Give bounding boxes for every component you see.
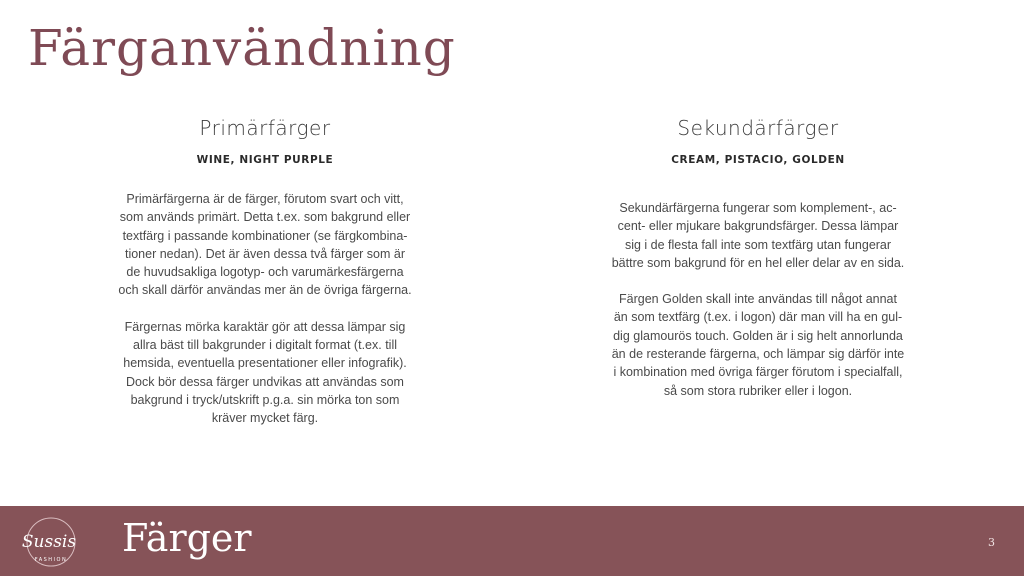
text-line: hemsida, eventuella presentationer eller infografik). <box>123 356 407 371</box>
primary-heading: Primärfärger <box>199 116 331 140</box>
secondary-body <box>578 199 938 400</box>
text-line: de huvudsakliga logotyp- och varumärkesfärgerna <box>126 265 404 280</box>
text-line: så som stora rubriker eller i logon. <box>663 383 853 398</box>
text-line: bakgrund i tryck/utskrift p.g.a. sin mörka ton som <box>130 392 400 407</box>
section-title: Färger <box>122 516 252 560</box>
text-line: som används primärt. Detta t.ex. som bakgrund eller <box>119 210 411 225</box>
text-line: allra bäst till bakgrunder i digitalt format (t.ex. till <box>133 338 397 353</box>
text-line: Färgen Golden skall inte användas till något annat <box>619 292 897 307</box>
secondary-color-names: CREAM, PISTACIO, GOLDEN <box>671 154 845 166</box>
text-line: tioner nedan). Det är även dessa två färger som är <box>124 246 405 261</box>
text-line: kräver mycket färg. <box>211 411 319 426</box>
text-line: cent- eller mjukare bakgrundsfärger. Dessa lämpar <box>617 219 899 234</box>
text-line: Färgernas mörka karaktär gör att dessa lämpar sig <box>124 319 406 334</box>
text-line: i kombination med övriga färger förutom i specialfall, <box>613 365 903 380</box>
svg-text:Sussis: Sussis <box>21 532 77 552</box>
brand-logo <box>17 515 81 569</box>
text-line: Dock bör dessa färger undvikas att användas som <box>126 374 404 389</box>
primary-paragraph-2 <box>85 318 445 428</box>
text-line: sig i de flesta fall inte som textfärg utan fungerar <box>624 237 892 252</box>
text-line: än som textfärg (t.ex. i logon) där man vill ha en gul- <box>613 310 903 325</box>
text-line: bättre som bakgrund för en hel eller delar av en sida. <box>611 255 905 270</box>
text-line: textfärg i passande kombinationer (se färgkombina- <box>122 228 408 243</box>
primary-colors-section <box>85 116 445 428</box>
text-line: Primärfärgerna är de färger, förutom svart och vitt, <box>126 192 404 206</box>
secondary-heading: Sekundärfärger <box>677 116 839 140</box>
page-number: 3 <box>988 536 995 549</box>
secondary-colors-section <box>578 116 938 400</box>
primary-paragraph-1 <box>85 190 445 300</box>
svg-text:FASHION: FASHION <box>34 557 68 563</box>
text-line: och skall därför användas mer än de övriga färgerna. <box>118 283 412 298</box>
secondary-paragraph-1 <box>578 199 938 272</box>
primary-body <box>85 190 445 428</box>
primary-color-names: WINE, NIGHT PURPLE <box>196 154 334 166</box>
page-title: Färganvändning <box>28 19 456 77</box>
text-line: Sekundärfärgerna fungerar som komplement-, ac- <box>619 201 897 215</box>
text-line: än de resterande färgerna, och lämpar sig därför inte <box>611 347 905 362</box>
text-line: dig glamourös touch. Golden är i sig helt annorlunda <box>613 328 903 343</box>
footer-bar <box>0 506 1024 576</box>
secondary-paragraph-2 <box>578 290 938 400</box>
